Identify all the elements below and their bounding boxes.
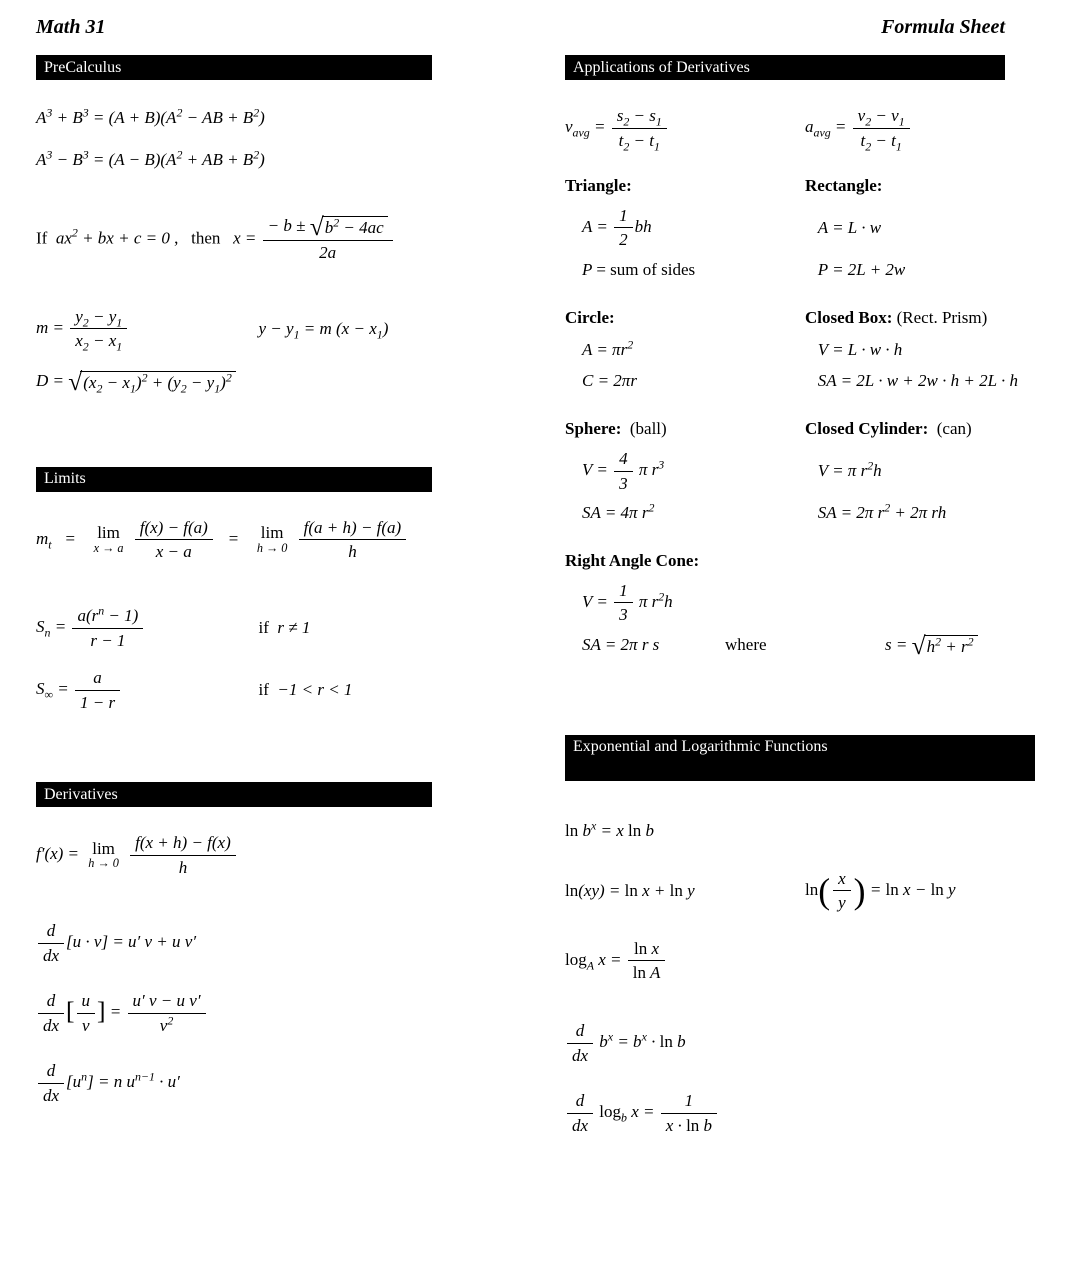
formula: Rectangle: — [805, 176, 883, 196]
section-applications-of-derivatives — [565, 55, 1045, 661]
formula: f′(x) = lim h → 0 $\frac{f(x + h) - f(x)}{h}$ — [36, 833, 481, 877]
formula: If $ax^2$ + bx + c = 0 , then x = − b ± √ $b^2 - 4ac$ 2a — [36, 216, 481, 263]
section-derivatives — [36, 782, 481, 1105]
formula-row — [36, 306, 481, 354]
formula-group — [565, 549, 1045, 661]
formula-group — [36, 921, 481, 1105]
formula-row — [565, 449, 1045, 493]
formula: V = $\frac{1}{3}$ π $r^2h$ — [565, 580, 673, 625]
formula: s = √ $h^2 + r^2$ — [885, 633, 1045, 657]
formula: $\ln b^x = x$ ln b — [565, 818, 655, 841]
formula-row — [36, 668, 481, 712]
formula: C = 2πr — [565, 371, 637, 391]
formula: $m_t$ = lim x → a $\frac{f(x) - f(a)}{x - a}$ = lim h → 0 $\frac{f(a + h) - f(a)}{h}$ — [36, 518, 481, 562]
formula: SA = 2π r s — [565, 634, 660, 654]
column-right — [565, 55, 1045, 1135]
formula: $A^3 - B^3 = (A - B)(A^2$ + AB + $B^2$) — [36, 147, 265, 169]
sheet-title: Formula Sheet — [881, 16, 1005, 38]
formula-group — [565, 417, 1045, 525]
formula-group — [36, 106, 481, 172]
column-left — [36, 55, 481, 1135]
formula: SA = 2L · w + 2w · h + 2L · h — [805, 371, 1018, 391]
formula: $\frac{d}{dx}$ $b^x = b^x \cdot \ln b$ — [565, 1021, 1045, 1065]
formula-row — [565, 549, 1045, 573]
formula: V = π $r^2h$ — [805, 458, 882, 481]
formula: V = $\frac{4}{3}$ π $r^3$ — [565, 448, 665, 493]
section-banner-limits: Limits — [36, 467, 432, 492]
formula: $a_{avg}$ = $\frac{v_2 - v_1}{t_2 - t_1}$ — [805, 106, 1045, 150]
formula-row — [565, 106, 1045, 153]
formula-row — [565, 819, 1045, 843]
section-precalculus — [36, 55, 481, 397]
formula-row — [565, 1021, 1045, 1065]
formula-group — [565, 1021, 1045, 1135]
formula-row — [565, 258, 1045, 282]
formula: Circle: — [565, 307, 615, 327]
formula-row — [36, 148, 481, 172]
formula: $\frac{d}{dx}$ [ $\frac{u}{v}$ ] = $\frac{\text{u′ v − u v′}}{v^2}$ — [36, 991, 481, 1035]
formula: ln ( $\frac{x}{y}$ ) = ln x − ln y — [805, 868, 956, 913]
formula-row — [565, 306, 1045, 330]
formula: $\log_A x$ = $\frac{\text{ln x}}{\text{ln A}}$ — [565, 939, 1045, 983]
formula-group — [565, 106, 1045, 153]
formula: A = $\frac{1}{2}$ bh — [565, 205, 652, 250]
formula-group — [565, 819, 1045, 983]
formula: SA = 2π $r^2 + 2\pi$ rh — [805, 500, 947, 523]
formula-row — [565, 417, 1045, 441]
formula-group — [36, 518, 481, 562]
page-header — [36, 16, 1045, 39]
formula-row — [36, 603, 481, 650]
formula: m = $\frac{y_2 - y_1}{x_2 - x_1}$ — [36, 307, 259, 351]
formula: $S_\infty$ = $\frac{a}{1 - r}$ — [36, 668, 259, 712]
formula: $\frac{d}{dx}$ $\log_b x$ = $\frac{1}{\text{x · ln b}}$ — [565, 1091, 1045, 1135]
formula: Triangle: — [565, 176, 632, 196]
formula-row — [565, 369, 1045, 393]
formula: Closed Box: (Rect. Prism) — [805, 307, 988, 327]
formula: $S_n$ = $\frac{a(r^n - 1)}{r - 1}$ — [36, 606, 259, 650]
formula: P = 2L + 2w — [805, 259, 906, 279]
formula-group — [36, 603, 481, 712]
formula-row — [565, 631, 1045, 661]
formula: D = √ $(x_2 - x_1)^2 + (y_2 - y_1)^2$ — [36, 369, 481, 393]
formula-group — [565, 306, 1045, 393]
formula: Closed Cylinder: (can) — [805, 419, 972, 439]
formula: $A = \pi r^2$ — [565, 336, 634, 359]
formula-group — [36, 212, 481, 263]
formula-row — [565, 338, 1045, 362]
formula-row — [565, 206, 1045, 250]
formula-row — [565, 939, 1045, 983]
formula: if r ≠ 1 — [258, 618, 311, 638]
formula-row — [565, 174, 1045, 198]
formula: $\frac{d}{dx}$ [u · v] = u′ v + u v′ — [36, 921, 481, 965]
formula-row — [36, 212, 481, 263]
formula: $y - y_1 = m$ $(x - x_1)$ — [258, 318, 389, 342]
formula-row — [36, 991, 481, 1035]
formula-group — [36, 833, 481, 877]
formula-row — [36, 106, 481, 130]
formula-group — [36, 306, 481, 397]
columns — [36, 55, 1045, 1135]
section-exponential-and-logarithmic-functions — [565, 735, 1045, 1135]
formula: $\frac{d}{dx}$ $[u^n] = n$ $u^{n-1} \cdot u'$ — [36, 1061, 481, 1105]
formula: if −1 < r < 1 — [258, 680, 353, 700]
section-banner-derivatives: Derivatives — [36, 782, 432, 807]
formula: ln(xy) = ln x + ln y — [565, 880, 695, 900]
course-title: Math 31 — [36, 16, 106, 38]
formula-row — [36, 1061, 481, 1105]
formula: V = L · w · h — [805, 339, 903, 359]
section-limits — [36, 467, 481, 712]
formula-row — [36, 921, 481, 965]
section-banner-exponential-and-logarithmic-functions: Exponential and Logarithmic Functions — [565, 735, 1035, 781]
section-banner-precalculus: PreCalculus — [36, 55, 432, 80]
formula: Right Angle Cone: — [565, 550, 700, 570]
formula: Sphere: (ball) — [565, 419, 667, 439]
formula-row — [36, 367, 481, 397]
formula: A = L · w — [805, 218, 882, 238]
formula: where — [725, 634, 767, 654]
formula: SA = 4π $r^2$ — [565, 500, 655, 523]
formula: $v_{avg}$ = $\frac{s_2 - s_1}{t_2 - t_1}$ — [565, 106, 805, 150]
section-banner-applications-of-derivatives: Applications of Derivatives — [565, 55, 1005, 80]
formula-row — [565, 581, 1045, 625]
formula-row — [36, 833, 481, 877]
formula-row — [565, 1091, 1045, 1135]
formula-row — [565, 501, 1045, 525]
formula: $A^3 + B^3 = (A + B)(A^2$ − AB + $B^2$) — [36, 105, 265, 127]
formula: P = sum of sides — [565, 259, 696, 279]
formula-group — [565, 174, 1045, 282]
formula-row — [36, 518, 481, 562]
formula-row — [565, 869, 1045, 913]
